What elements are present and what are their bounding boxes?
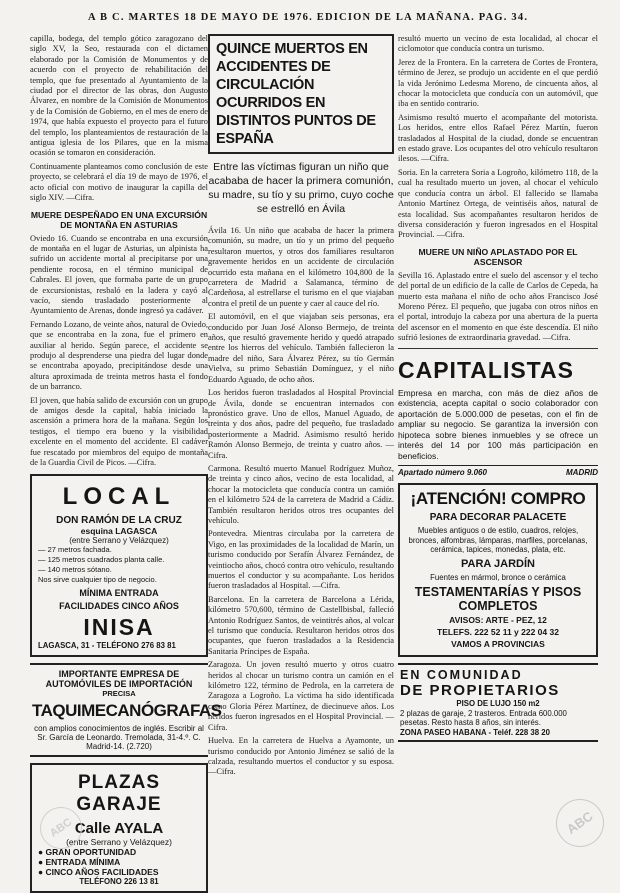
ad-body: Fuentes en mármol, bronce o cerámica <box>430 572 566 582</box>
article-text: Soria. En la carretera Soria a Logroño, kilómetro 118, de la cual ha resultado muerto un joven, al chocar el vehículo que conducía contra un árbol. El fallecido se llamaba Antonio Martínez Ortega, de veintiséis años, natural de esta localidad. Sus acompañantes resultaron heridos de diversa consideración y fueron ingresados en el Hospital Provincial. —Cifra. <box>398 167 598 240</box>
ad-body: Empresa en marcha, con más de diez años de existencia, acepta capital o socio colaborador con aportación de 5.000.000 de pesetas, con el fin de ampliar su negocio. Se garantiza la inversión con hipoteca sobre bienes inmuebles y se ofrece un interés del 14 por 100 más participación en beneficios. <box>398 387 598 461</box>
ad-note: VAMOS A PROVINCIAS <box>451 639 545 650</box>
article-text: Los heridos fueron trasladados al Hospital Provincial de Ávila, donde se encuentran internados con pronóstico grave. Uno de ellos, Manuel Aguado, de treinta y dos años, padre del pequeño, fue trasladado posteriormente a Madrid. Asimismo resultó herido Ramón Alonso Bermejo, de treinta y cuatro años. —Cifra. <box>208 388 394 460</box>
ad-feature: ● CINCO AÑOS FACILIDADES <box>38 867 159 878</box>
ad-body: con amplios conocimientos de inglés. Escribir al Sr. García de Leonardo. Tremolada, 31-4.º. C. Madrid-14. (2.720) <box>34 724 204 752</box>
ad-contact: AVISOS: ARTE - PEZ, 12 <box>449 615 547 626</box>
ad-title: EN COMUNIDAD <box>400 668 523 683</box>
article-text: El joven, que había salido de excursión con un grupo de amigos desde la capital, había iniciado la ascensión a primera hora de la mañana. Según los testigos, el tiempo era bueno y la visibilidad excelente en el momento del accidente. El cadáver fue rescatado por miembros del equipo de montaña de la Guardia Civil de Picos. —Cifra. <box>30 395 208 468</box>
ad-subtitle: PRECISA <box>102 689 136 699</box>
main-headline: QUINCE MUERTOS EN ACCIDENTES DE CIRCULACIÓN OCURRIDOS EN DISTINTOS PUNTOS DE ESPAÑA <box>216 41 376 147</box>
ad-job <box>30 663 222 757</box>
article-text: Barcelona. En la carretera de Barcelona a Lérida, kilómetro 570,600, término de Castellbisbal, falleció Antonio Rodríguez Santos, de veintitrés años, al volcar el turismo que conducía. Resultaron heridos otros dos ocupantes, que fueron trasladados a la Residencia Sanitaria Príncipes de España. <box>208 594 394 656</box>
ad-body: Muebles antiguos o de estilo, cuadros, relojes, bronces, alfombras, lámparas, marfiles, porcelanas, cerámica, tapices, monedas, plata, etc. <box>408 526 588 555</box>
headline-deck: Entre las víctimas figuran un niño que acababa de hacer la primera comunión, su madre, su tío y su primo, cuyo coche se estrelló en Ávila <box>208 161 394 215</box>
ad-note: (entre Serrano y Velázquez) <box>66 837 172 848</box>
divider <box>398 348 598 349</box>
article-text: Ávila 16. Un niño que acababa de hacer la primera comunión, su madre, un tío y un primo del pequeño resultaron muertos, y otros dos familiares resultaron gravemente heridos en un accidente de circulación ocurrido esta mañana en el kilómetro 104,800 de la carretera de Madrid a Salamanca, término de Cardeñosa, al estrellarse el turismo en el que viajaban contra el pretil de un puente y caer al cauce del río. <box>208 226 394 308</box>
ad-title: PLAZAS GARAJE <box>76 772 162 816</box>
main-headline-box <box>208 34 394 154</box>
ad-headline: TESTAMENTARÍAS Y PISOS COMPLETOS <box>414 585 582 614</box>
ad-comunidad <box>398 663 598 742</box>
ad-phone: TELEFS. 222 52 11 y 222 04 32 <box>437 627 559 638</box>
article-text: Jerez de la Frontera. En la carretera de Cortes de Frontera, término de Jerez, se produjo un accidente en el que perdió la vida Jerónimo Ledesma Moreno, de cincuenta años, al chocar la motocicleta que conducía con un automóvil, que iba en sentido contrario. <box>398 57 598 109</box>
ad-subtitle: Calle AYALA <box>74 820 164 838</box>
article-text: Zaragoza. Un joven resultó muerto y otros cuatro heridos al chocar un turismo contra un camión en el kilómetro 122, término de Pedrola, en la carretera de Zaragoza a Logroño. La víctima ha sido identificada como Gloria Pérez Martínez, de diecinueve años. Los heridos fueron ingresados en el Hospital Provincial. —Cifra. <box>208 660 394 732</box>
page-header: A B C. MARTES 18 DE MAYO DE 1976. EDICION DE LA MAÑANA. PAG. 34. <box>88 12 529 23</box>
ad-contact: LAGASCA, 31 - TELÉFONO 276 83 81 <box>38 641 176 651</box>
ad-feature: Nos sirve cualquier tipo de negocio. <box>38 575 157 585</box>
article-text: Pontevedra. Mientras circulaba por la carretera de Vigo, en las proximidades de la localidad de Marín, un turismo conducido por Serafín Álvarez Fernández, de veintiocho años, chocó contra otro vehículo, resultando muertos el conductor y su acompañante. Los heridos fueron trasladados al Hospital. —Cifra. <box>208 529 394 591</box>
article-text: Asimismo resultó muerto el acompañante del motorista. Los heridos, entre ellos Rafael Pérez Martín, fueron trasladados al Hospital de la ciudad, donde se encuentran en estado grave. Los ocupantes del otro vehículo resultaron ilesos. —Cifra. <box>398 112 598 164</box>
ad-title: LOCAL <box>62 483 176 511</box>
ad-feature: — 27 metros fachada. <box>38 545 112 555</box>
ad-feature: ● ENTRADA MÍNIMA <box>38 857 121 868</box>
article-text: Sevilla 16. Aplastado entre el suelo del ascensor y el techo del portal de un edificio de la calle de Carlos de Cepeda, ha muerto esta mañana el niño de ocho años Francisco José Moreno Pérez. El pequeño, que jugaba con otros niños en el portal, introdujo la cabeza por una abertura de la puerta del ascensor en el momento en que éste descendía. El niño sufrió lesiones de extraordinaria gravedad. —Cifra. <box>398 270 598 343</box>
ad-subtitle: PARA DECORAR PALACETE <box>429 512 567 524</box>
article-text: Fernando Lozano, de veinte años, natural de Oviedo, que se encontraba en la zona, fue el primero en auxiliar al herido. Según parece, el accidente se produjo al desprenderse una piedra del lugar donde se encontraba apoyado, precipitándose desde una altura aproximada de treinta metros hasta el fondo de un barranco. <box>30 319 208 392</box>
column-right <box>398 34 598 834</box>
article-text: Oviedo 16. Cuando se encontraba en una excursión de montaña en el lugar de Asturias, un alpinista ha sufrido un accidente mortal al precipitarse por una pendiente rocosa, en el término municipal de Cabrales. El joven, que formaba parte de un grupo de excursionistas, resbaló en la ladera y cayó al vacío, siendo trasladado posteriormente al Ayuntamiento de Arenas, donde ingresó ya cadáver. <box>30 233 208 316</box>
ad-city: MADRID <box>566 468 598 478</box>
ad-brand: INISA <box>83 614 155 641</box>
ad-body: 2 plazas de garaje, 2 trasteros. Entrada 600.000 pesetas. Resto hasta 8 años, sin interés. <box>400 708 567 728</box>
ad-highlight: FACILIDADES CINCO AÑOS <box>59 601 179 612</box>
ad-contact: ZONA PASEO HABANA - Teléf. 228 38 20 <box>400 727 550 737</box>
column-center <box>208 34 394 844</box>
ad-local <box>30 474 208 657</box>
article-text: capilla, bodega, del templo gótico zaragozano del siglo XV, la Seo, restaurada con el dictamen elaborado por la Comisión de Monumentos y de acuerdo con el proyecto de rehabilitación del templo, que fue presentado al Ayuntamiento de la ciudad por el director de las obras, don Augusto Álvarez, en nombre de la Comisión de Monumentos y de la Comisión de Gobierno, en el mes de enero de 1974, que había expuesto el proyecto para el futuro del templo, los planteamientos de restauración de la antigua iglesia de los Pilares, que en la misma ocasión se tomaron en consideración. <box>30 34 208 158</box>
article-text: El automóvil, en el que viajaban seis personas, era conducido por Juan José Alonso Bermejo, de treinta años, que resultó gravemente herido y quedó atrapado entre los hierros del vehículo. También fallecieron la madre del niño, Sara Álvarez Pérez, su tío Germán Vielva, su primo Sebastián Domínguez, y el niño Eduardo Aguado, de ocho años. <box>208 312 394 384</box>
ad-subtitle: esquina LAGASCA <box>80 526 158 537</box>
ad-title: CAPITALISTAS <box>398 356 574 383</box>
ad-feature: — 140 metros sótano. <box>38 565 112 575</box>
ad-subtitle: PARA JARDÍN <box>461 557 535 570</box>
ad-highlight: MÍNIMA ENTRADA <box>79 588 159 599</box>
ad-footer <box>398 465 598 477</box>
ad-title: ¡ATENCIÓN! COMPRO <box>410 489 586 509</box>
ad-compro <box>398 483 598 657</box>
ad-subtitle: DON RAMÓN DE LA CRUZ <box>56 515 182 527</box>
article-text: Continuamente planteamos como conclusión de este proyecto, se celebrará el día 19 de mayo de 1976, el acto oficial con motivo de inaugurar la capilla del siglo XIV. —Cifra. <box>30 161 208 203</box>
ad-feature: ● GRAN OPORTUNIDAD <box>38 847 137 858</box>
article-headline: MUERE UN NIÑO APLASTADO POR EL ASCENSOR <box>418 246 578 267</box>
abc-watermark: ABC <box>32 799 90 857</box>
article-text: resultó muerto un vecino de esta localidad, al chocar el ciclomotor que conducía contra un turismo. <box>398 34 598 54</box>
ad-capitalistas <box>398 348 598 478</box>
article-text: Carmona. Resultó muerto Manuel Rodríguez Muñoz, de treinta y cinco años, vecino de esta localidad, al chocar la motocicleta que conducía contra un camión en el kilómetro 524 de la carretera de Madrid a Cádiz. También resultaron heridos otros tres ocupantes del vehículo. <box>208 463 394 525</box>
ad-contact: Apartado número 9.060 <box>398 468 487 478</box>
ad-title: IMPORTANTE EMPRESA DE AUTOMÓVILES DE IMPORTACIÓN <box>45 669 193 690</box>
ad-headline: TAQUIMECANÓGRAFAS <box>32 701 222 721</box>
ad-note: (entre Serrano y Velázquez) <box>69 536 169 546</box>
ad-contact: TELÉFONO 226 13 81 <box>79 877 159 887</box>
ad-feature: — 125 metros cuadrados planta calle. <box>38 555 165 565</box>
article-headline: MUERE DESPEÑADO EN UNA EXCURSIÓN DE MONTAÑA EN ASTURIAS <box>30 209 208 230</box>
ad-subtitle: PISO DE LUJO 150 m2 <box>456 699 540 709</box>
article-text: Huelva. En la carretera de Huelva a Ayamonte, un turismo conducido por Antonio Jiménez se salió de la calzada, resultando muertos el conductor y su esposa. —Cifra. <box>208 736 394 777</box>
abc-watermark: ABC <box>547 790 614 857</box>
ad-title: DE PROPIETARIOS <box>400 682 560 700</box>
column-left <box>30 34 222 887</box>
